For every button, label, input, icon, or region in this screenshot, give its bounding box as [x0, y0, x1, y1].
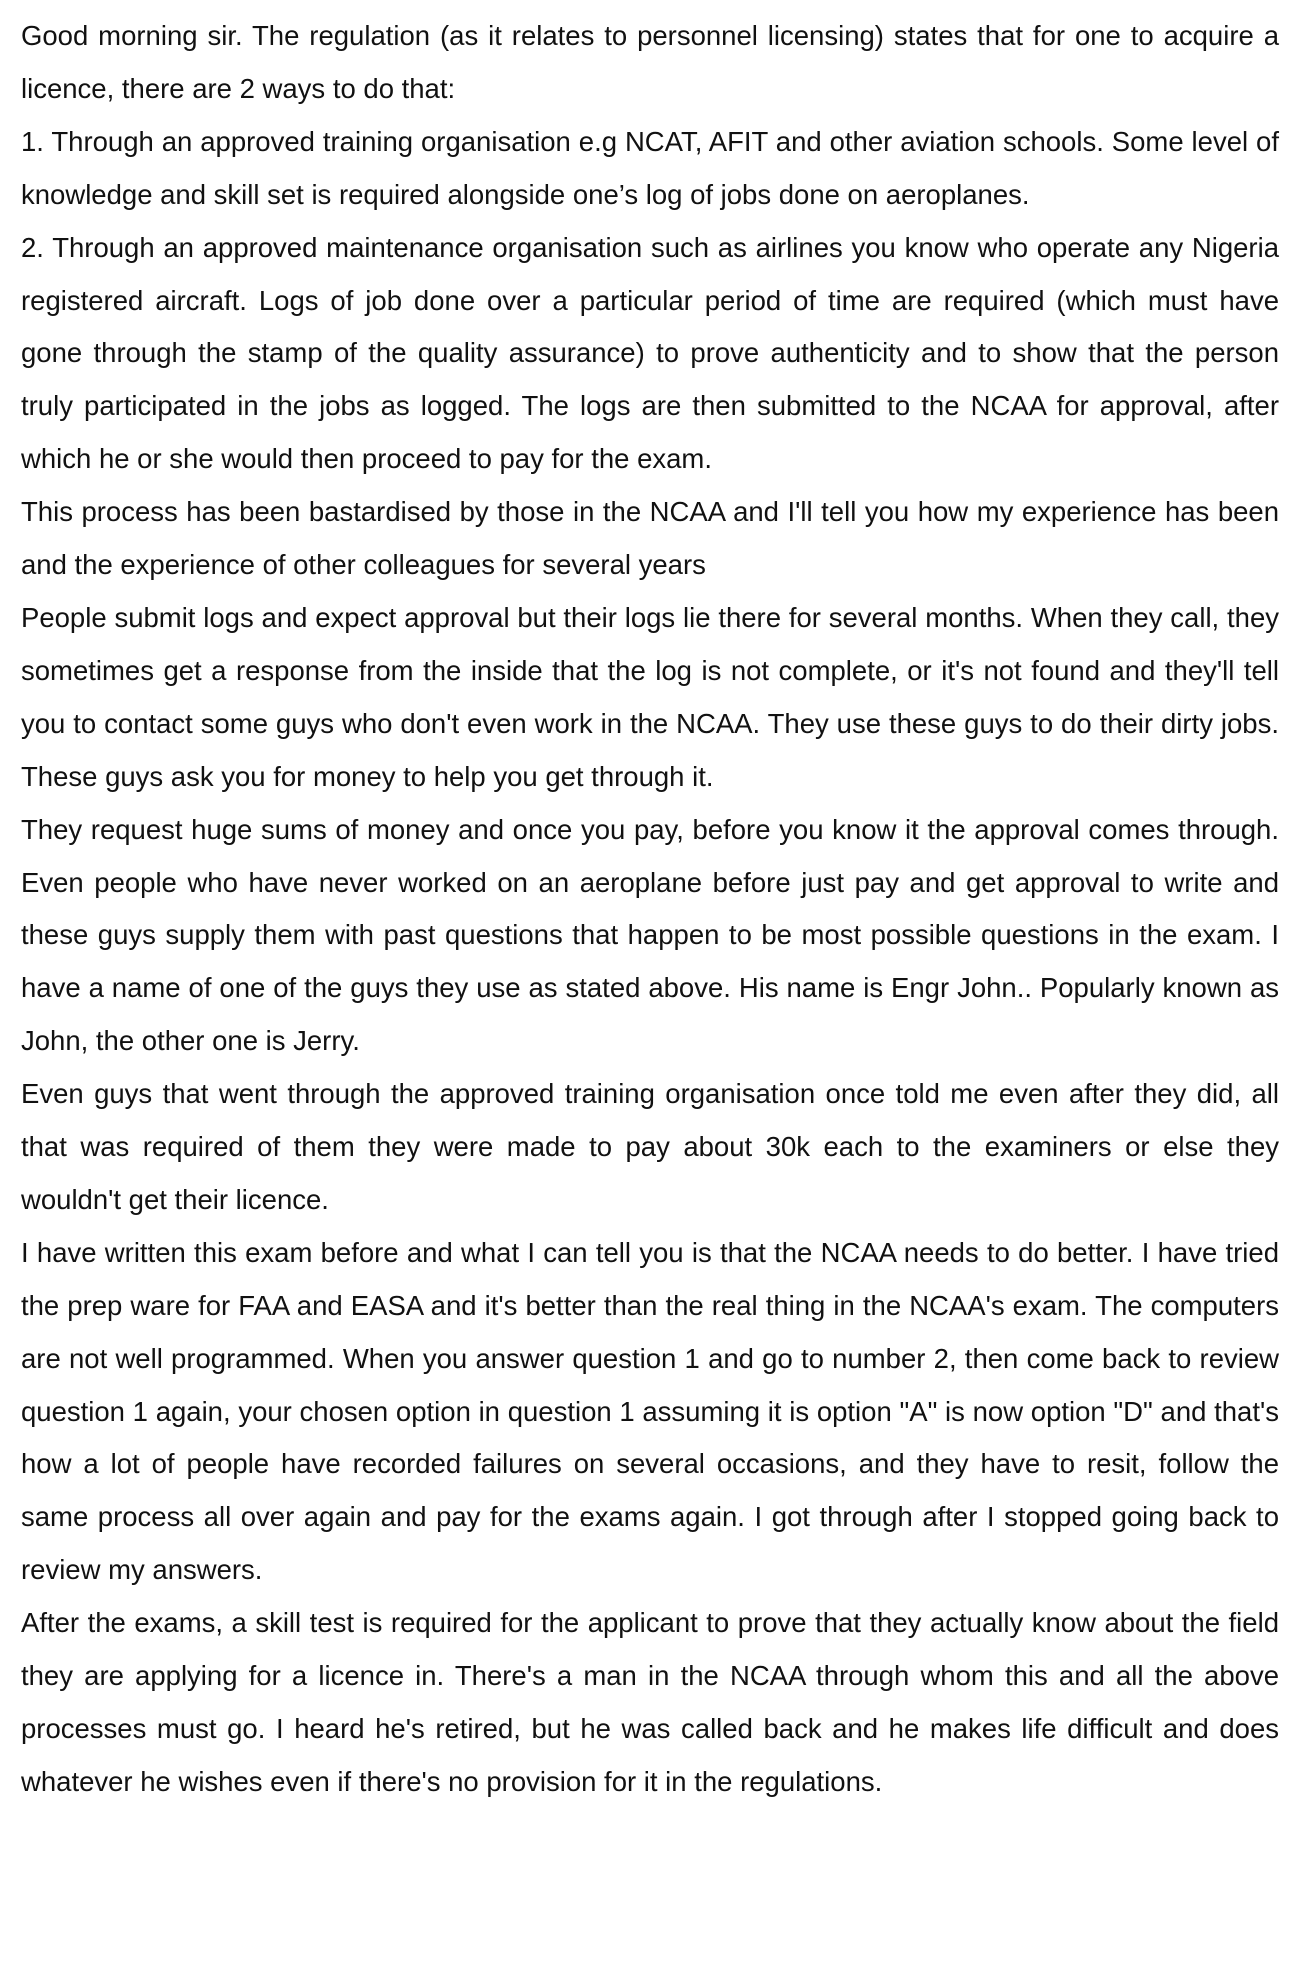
paragraph-bastardised: This process has been bastardised by those in the NCAA and I'll tell you how my experience has been and the experience of other colleagues for several years: [21, 496, 1279, 581]
paragraph-logs: People submit logs and expect approval but their logs lie there for several months. When they call, they sometimes get a response from the inside that the log is not complete, or it's not found and they'll tell you to contact some guys who don't even work in the NCAA. They use these guys to do their dirty jobs. These guys ask you for money to help you get through it.: [21, 601, 1279, 792]
paragraph-way-one: 1. Through an approved training organisation e.g NCAT, AFIT and other aviation schools. Some level of knowledge and skill set is required alongside one’s log of jobs done on aeroplanes.: [21, 125, 1279, 210]
paragraph-exam: I have written this exam before and what I can tell you is that the NCAA needs to do better. I have tried the prep ware for FAA and EASA and it's better than the real thing in the NCAA's exam. The computers are not well programmed. When you answer question 1 and go to number 2, then come back to review question 1 again, your chosen option in question 1 assuming it is option "A" is now option "D" and that's how a lot of people have recorded failures on several occasions, and they have to resit, follow the same process all over again and pay for the exams again. I got through after I stopped going back to review my answers.: [21, 1236, 1279, 1586]
paragraph-way-two: 2. Through an approved maintenance organisation such as airlines you know who operate any Nigeria registered aircraft. Logs of job done over a particular period of time are required (which must have gone through the stamp of the quality assurance) to prove authenticity and to show that the person truly participated in the jobs as logged. The logs are then submitted to the NCAA for approval, after which he or she would then proceed to pay for the exam.: [21, 231, 1279, 475]
paragraph-skill-test: After the exams, a skill test is required for the applicant to prove that they actually know about the field they are applying for a licence in. There's a man in the NCAA through whom this and all the above processes must go. I heard he's retired, but he was called back and he makes life difficult and does whatever he wishes even if there's no provision for it in the regulations.: [21, 1607, 1279, 1797]
paragraph-training-org: Even guys that went through the approved training organisation once told me even after they did, all that was required of them they were made to pay about 30k each to the examiners or else they wouldn't get their licence.: [21, 1078, 1279, 1215]
paragraph-money: They request huge sums of money and once you pay, before you know it the approval comes through. Even people who have never worked on an aeroplane before just pay and get approval to write and these guys supply them with past questions that happen to be most possible questions in the exam. I have a name of one of the guys they use as stated above. His name is Engr John.. Popularly known as John, the other one is Jerry.: [21, 813, 1279, 1057]
paragraph-greeting: Good morning sir. The regulation (as it relates to personnel licensing) states that for one to acquire a licence, there are 2 ways to do that:: [21, 20, 1279, 104]
